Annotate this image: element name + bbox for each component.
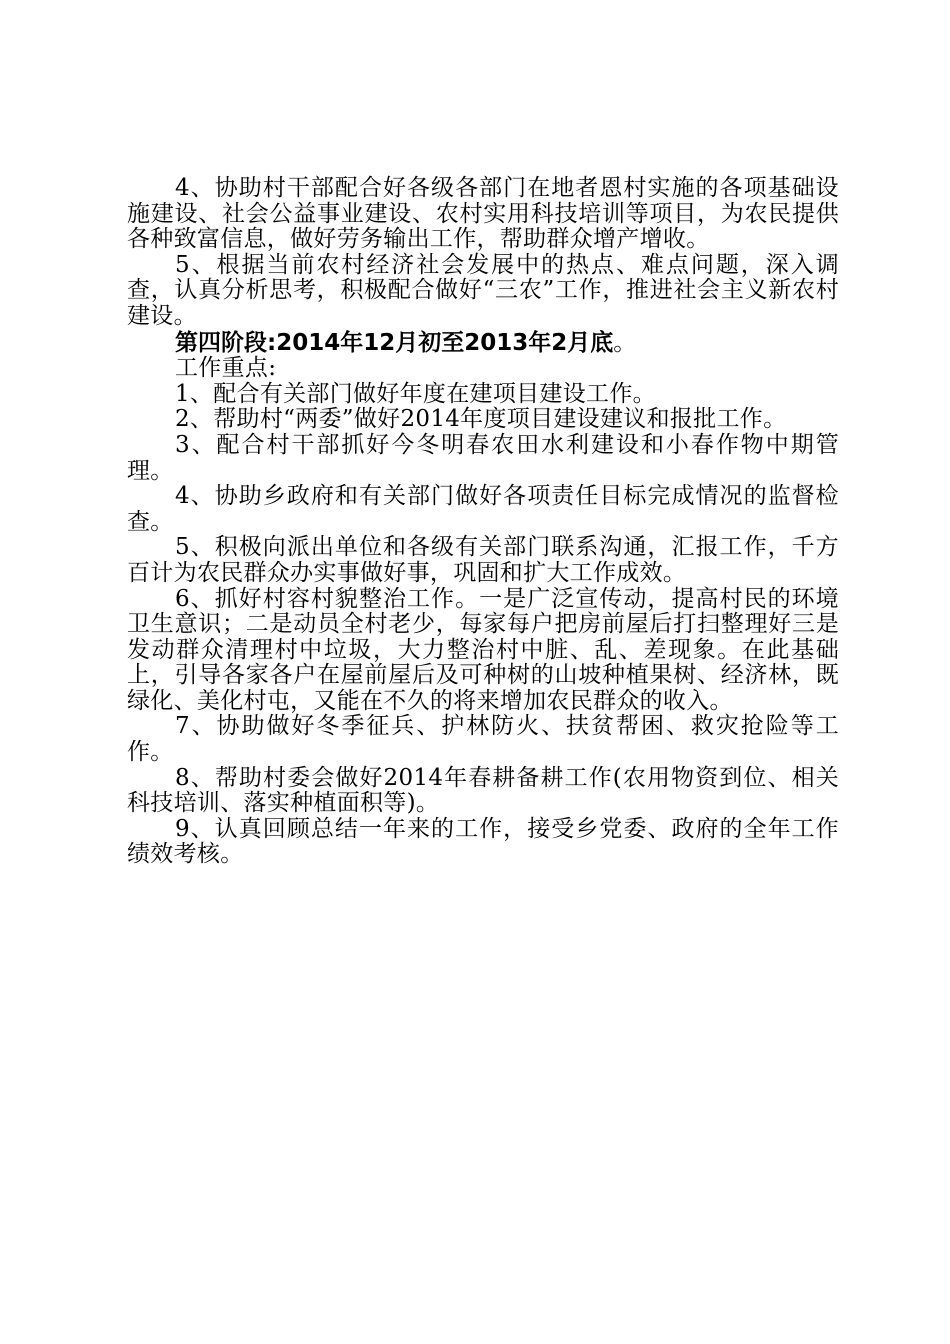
work-item-3: 3、配合村干部抓好今冬明春农田水利建设和小春作物中期管理。 <box>127 431 839 484</box>
work-item-8: 8、帮助村委会做好2014年春耕备耕工作(农用物资到位、相关科技培训、落实种植面积等)。 <box>127 764 839 817</box>
document-body <box>127 176 839 868</box>
work-item-7: 7、协助做好冬季征兵、护林防火、扶贫帮困、救灾抢险等工作。 <box>127 713 839 766</box>
stage-heading-text: 第四阶段:2014年12月初至2013年2月底 <box>175 329 614 356</box>
paragraph-5: 5、根据当前农村经济社会发展中的热点、难点问题，深入调查，认真分析思考，积极配合做好“三农”工作，推进社会主义新农村建设。 <box>127 251 839 329</box>
work-focus-label: 工作重点: <box>175 355 277 382</box>
stage-heading-suffix: 。 <box>613 329 637 356</box>
paragraph-4: 4、协助村干部配合好各级各部门在地者恩村实施的各项基础设施建设、社会公益事业建设、农村实用科技培训等项目，为农民提供各种致富信息，做好劳务输出工作，帮助群众增产增收。 <box>127 175 839 253</box>
stage-heading <box>127 330 839 357</box>
work-item-6: 6、抓好村容村貌整治工作。一是广泛宣传动，提高村民的环境卫生意识；二是动员全村老少，每家每户把房前屋后打扫整理好三是发动群众清理村中垃圾，大力整治村中脏、乱、差现象。在此基础上，引导各家各户在屋前屋后及可种树的山坡种植果树、经济林，既绿化、美化村屯，又能在不久的将来增加农民群众的收入。 <box>127 585 839 714</box>
work-item-5: 5、积极向派出单位和各级有关部门联系沟通，汇报工作，千方百计为农民群众办实事做好事，巩固和扩大工作成效。 <box>127 534 839 586</box>
work-item-1: 1、配合有关部门做好年度在建项目建设工作。 <box>175 380 656 407</box>
work-item-9: 9、认真回顾总结一年来的工作，接受乡党委、政府的全年工作绩效考核。 <box>127 815 839 868</box>
work-item-4: 4、协助乡政府和有关部门做好各项责任目标完成情况的监督检查。 <box>127 483 839 535</box>
work-item-2: 2、帮助村“两委”做好2014年度项目建设建议和报批工作。 <box>175 406 787 433</box>
